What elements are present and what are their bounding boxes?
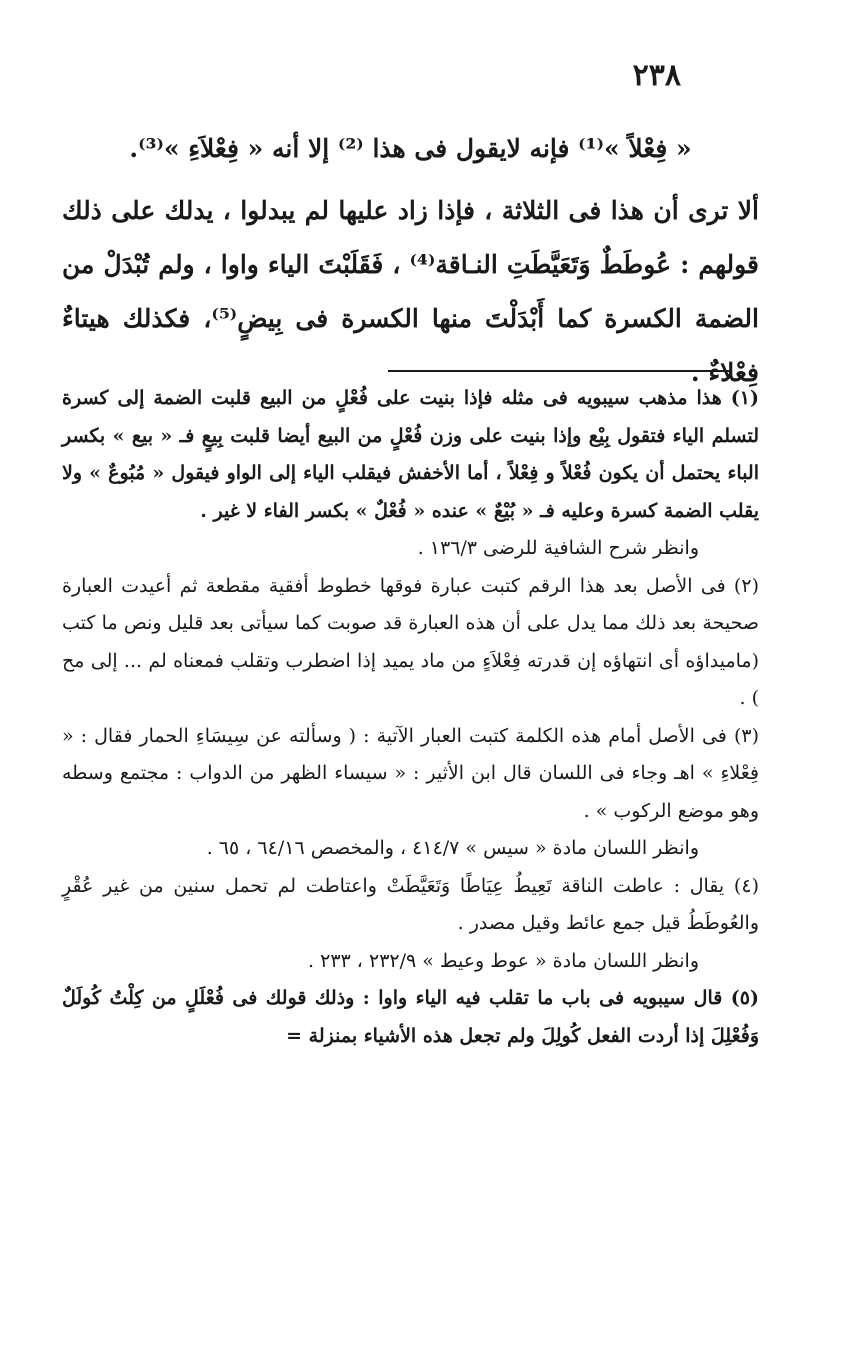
footnote-reference: وانظر شرح الشافية للرضى ١٣٦/٣ . xyxy=(417,537,699,559)
footnote-reference: وانظر اللسان مادة « سيس » ٤١٤/٧ ، والمخصص ٦٤/١٦ ، ٦٥ . xyxy=(206,837,699,859)
footnote-2: (٢) فى الأصل بعد هذا الرقم كتبت عبارة فوقها خطوط أفقية مقطعة ثم أعيدت العبارة صحيحة بعد ذلك مما يدل على أن هذه العبارة قد صوبت كما سيأتى بعد قليل ونص ما كتب (ماميداؤه أى انتهاؤه إن قدرته فِعْلاَءٍ من ماد يميد إذا اضطرب وتقلب فمعناه لم ... إلى مح ) . xyxy=(62,574,759,709)
footnote-5: (٥) قال سيبويه فى باب ما تقلب فيه الياء واوا : وذلك قولك فى فُعْلَلٍ من كِلْتُ كُولَلٌ وَفُعْلِلَ إذا أردت الفعل كُولِلَ ولم تجعل هذه الأشياء بمنزلة = xyxy=(62,987,759,1047)
footnote-3: (٣) فى الأصل أمام هذه الكلمة كتبت العبار الآتية : ( وسألته عن سِيسَاءِ الحمار فقال : « فِعْلاءِ » اهـ وجاء فى اللسان قال ابن الأثير : « سيساء الظهر من الدواب : مجتمع وسطه وهو موضع الركوب » . xyxy=(62,724,759,822)
main-paragraph: « فِعْلاً »⁽¹⁾ فإنه لايقول فى هذا ⁽²⁾ إلا أنه « فِعْلاَءِ »⁽³⁾. xyxy=(129,134,692,163)
page-number: ٢٣٨ xyxy=(632,58,681,93)
footnote-1: (١) هذا مذهب سيبويه فى مثله فإذا بنيت على فُعْلٍ من البيع قلبت الضمة إلى كسرة لتسلم الياء فتقول بِيْع وإذا بنيت على وزن فُعْلٍ من البيع أيضا قلبت بِيعٍ فـ « بيع » بكسر الباء يحتمل أن يكون فُعْلاً و فِعْلاً ، أما الأخفش فيقلب الياء إلى الواو فيقول « مُبُوعٌ » ولا يقلب الضمة كسرة وعليه فـ « بُيْعٌ » عنده « فُعْلٌ » بكسر الفاء لا غير . xyxy=(62,387,759,522)
footnotes xyxy=(62,380,759,1055)
main-text xyxy=(62,122,759,400)
main-paragraph: ألا ترى أن هذا فى الثلاثة ، فإذا زاد عليها لم يبدلوا ، يدلك على ذلك قولهم : عُوطَطٌ وَتَعَيَّطَتِ النـاقة⁽⁴⁾ ، فَقَلَبْتَ الياء واوا ، ولم تُبْدَلْ من الضمة الكسرة كما أَبْدَلْتَ منها الكسرة فى بِيضٍ⁽⁵⁾، فكذلك هيتاءٌ فِعْلاءٌ . xyxy=(62,196,759,387)
footnote-separator xyxy=(388,370,731,372)
footnote-reference: وانظر اللسان مادة « عوط وعيط » ٢٣٢/٩ ، ٢٣٣ . xyxy=(308,949,699,972)
footnote-4: (٤) يقال : عاطت الناقة تَعِيطُ عِيَاطًا وَتَعَيَّطَتْ واعتاطت لم تحمل سنين من غير عُقْرٍ والعُوطَطُ قيل جمع عائط وقيل مصدر . xyxy=(62,874,759,934)
